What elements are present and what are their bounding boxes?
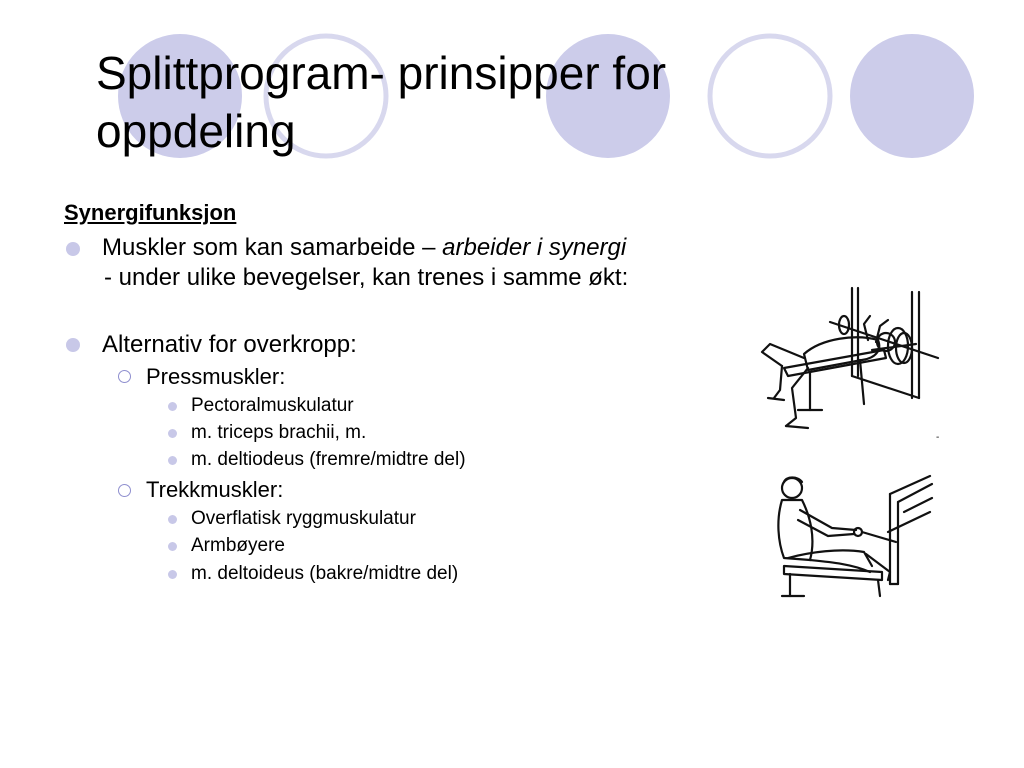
slide-title: Splittprogram- prinsipper for oppdeling — [96, 47, 667, 157]
deco-circle-filled — [850, 34, 974, 158]
bullet-upper-body: Alternativ for overkropp: — [102, 331, 357, 358]
bullet-synergy-continuation: - under ulike bevegelser, kan trenes i samme økt: — [104, 264, 629, 291]
section-heading: Synergifunksjon — [64, 200, 237, 225]
group-pull-label: Trekkmuskler: — [146, 477, 284, 502]
bullet-synergy-text: Muskler som kan samarbeide – — [102, 234, 443, 261]
bullet-icon — [66, 242, 80, 256]
seated-row-illustration — [770, 472, 934, 600]
list-bullet-icon — [168, 515, 177, 524]
list-bullet-icon — [168, 429, 177, 438]
sub-bullet-icon — [118, 484, 131, 497]
list-item: Armbøyere — [191, 535, 285, 556]
group-press-label: Pressmuskler: — [146, 364, 286, 389]
list-item: m. triceps brachii, m. — [191, 422, 367, 443]
bench-press-illustration — [752, 280, 948, 444]
list-item: m. deltoideus (bakre/midtre del) — [191, 563, 459, 584]
list-bullet-icon — [168, 542, 177, 551]
svg-text:-: - — [936, 432, 940, 443]
list-bullet-icon — [168, 402, 177, 411]
bullet-icon — [66, 338, 80, 352]
list-item: Pectoralmuskulatur — [191, 395, 354, 416]
sub-bullet-icon — [118, 370, 131, 383]
list-item: m. deltiodeus (fremre/midtre del) — [191, 449, 466, 470]
bullet-synergy-emphasis: arbeider i synergi — [442, 234, 627, 261]
list-item: Overflatisk ryggmuskulatur — [191, 508, 416, 529]
list-bullet-icon — [168, 570, 177, 579]
list-bullet-icon — [168, 456, 177, 465]
bullet-synergy — [102, 233, 626, 263]
